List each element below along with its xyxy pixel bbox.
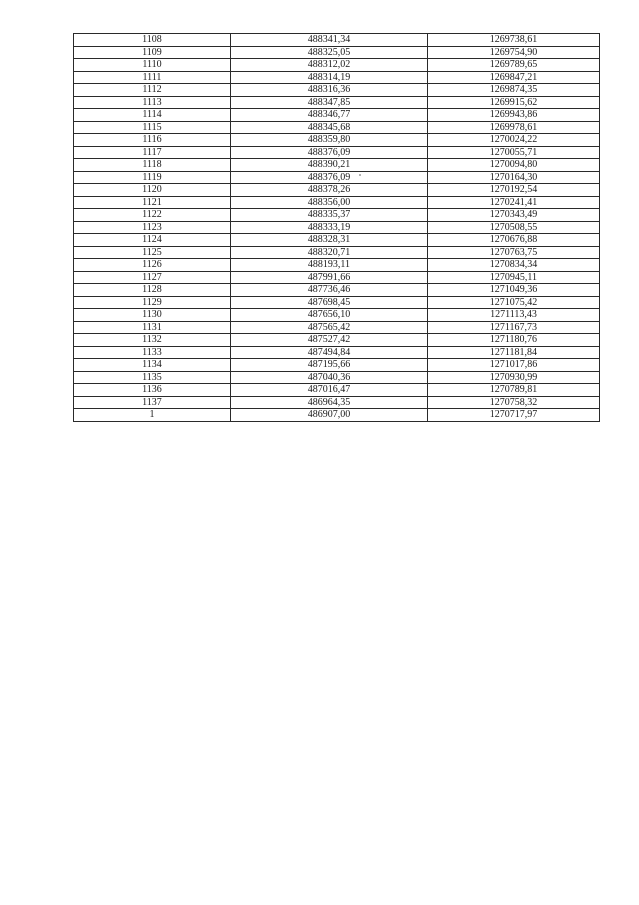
x-coordinate-cell: 488359,80 (231, 134, 428, 147)
table-row (74, 59, 600, 72)
point-number-cell: 1111 (74, 71, 231, 84)
table-row (74, 46, 600, 59)
table-row (74, 209, 600, 222)
point-number-cell: 1119 (74, 171, 231, 184)
table-row (74, 34, 600, 47)
table-row (74, 409, 600, 422)
x-coordinate-cell: 486964,35 (231, 396, 428, 409)
x-coordinate-cell: 488193,11 (231, 259, 428, 272)
y-coordinate-cell: 1270055,71 (428, 146, 600, 159)
point-number-cell: 1123 (74, 221, 231, 234)
y-coordinate-cell: 1270676,88 (428, 234, 600, 247)
y-coordinate-cell: 1270024,22 (428, 134, 600, 147)
x-coordinate-cell: 488328,31 (231, 234, 428, 247)
y-coordinate-cell: 1270343,49 (428, 209, 600, 222)
point-number-cell: 1134 (74, 359, 231, 372)
table-row (74, 171, 600, 184)
table-row (74, 134, 600, 147)
y-coordinate-cell: 1269915,62 (428, 96, 600, 109)
y-coordinate-cell: 1270717,97 (428, 409, 600, 422)
point-number-cell: 1116 (74, 134, 231, 147)
point-number-cell: 1136 (74, 384, 231, 397)
table-row (74, 371, 600, 384)
point-number-cell: 1124 (74, 234, 231, 247)
y-coordinate-cell: 1270192,54 (428, 184, 600, 197)
y-coordinate-cell: 1271167,73 (428, 321, 600, 334)
table-row (74, 259, 600, 272)
y-coordinate-cell: 1269789,65 (428, 59, 600, 72)
point-number-cell: 1113 (74, 96, 231, 109)
table-row (74, 296, 600, 309)
x-coordinate-cell: 488335,37 (231, 209, 428, 222)
coordinates-table (73, 33, 600, 422)
table-row (74, 246, 600, 259)
x-coordinate-cell: 487040,36 (231, 371, 428, 384)
y-coordinate-cell: 1271113,43 (428, 309, 600, 322)
y-coordinate-cell: 1271181,84 (428, 346, 600, 359)
y-coordinate-cell: 1269738,61 (428, 34, 600, 47)
point-number-cell: 1114 (74, 109, 231, 122)
y-coordinate-cell: 1271049,36 (428, 284, 600, 297)
x-coordinate-cell: 487698,45 (231, 296, 428, 309)
table-row (74, 146, 600, 159)
point-number-cell: 1133 (74, 346, 231, 359)
y-coordinate-cell: 1269754,90 (428, 46, 600, 59)
x-coordinate-cell: 488345,68 (231, 121, 428, 134)
y-coordinate-cell: 1269943,86 (428, 109, 600, 122)
x-coordinate-cell: 488390,21 (231, 159, 428, 172)
x-coordinate-cell: 488325,05 (231, 46, 428, 59)
y-coordinate-cell: 1270930,99 (428, 371, 600, 384)
coordinates-table-body (74, 34, 600, 422)
y-coordinate-cell: 1270094,80 (428, 159, 600, 172)
x-coordinate-cell: 487656,10 (231, 309, 428, 322)
table-row (74, 384, 600, 397)
y-coordinate-cell: 1269847,21 (428, 71, 600, 84)
point-number-cell: 1130 (74, 309, 231, 322)
y-coordinate-cell: 1270789,81 (428, 384, 600, 397)
x-coordinate-cell: 488346,77 (231, 109, 428, 122)
point-number-cell: 1127 (74, 271, 231, 284)
x-coordinate-cell: 488312,02 (231, 59, 428, 72)
x-coordinate-cell: 486907,00 (231, 409, 428, 422)
scan-speck (359, 174, 361, 176)
x-coordinate-cell: 487736,46 (231, 284, 428, 297)
x-coordinate-cell: 488316,36 (231, 84, 428, 97)
y-coordinate-cell: 1270241,41 (428, 196, 600, 209)
x-coordinate-cell: 487494,84 (231, 346, 428, 359)
y-coordinate-cell: 1270508,55 (428, 221, 600, 234)
y-coordinate-cell: 1269978,61 (428, 121, 600, 134)
point-number-cell: 1115 (74, 121, 231, 134)
y-coordinate-cell: 1270763,75 (428, 246, 600, 259)
table-row (74, 84, 600, 97)
table-row (74, 284, 600, 297)
table-row (74, 271, 600, 284)
point-number-cell: 1137 (74, 396, 231, 409)
table-row (74, 334, 600, 347)
point-number-cell: 1135 (74, 371, 231, 384)
point-number-cell: 1112 (74, 84, 231, 97)
point-number-cell: 1128 (74, 284, 231, 297)
table-row (74, 221, 600, 234)
point-number-cell: 1121 (74, 196, 231, 209)
table-row (74, 196, 600, 209)
x-coordinate-cell: 488333,19 (231, 221, 428, 234)
x-coordinate-cell: 487565,42 (231, 321, 428, 334)
x-coordinate-cell: 487016,47 (231, 384, 428, 397)
table-row (74, 346, 600, 359)
y-coordinate-cell: 1270834,34 (428, 259, 600, 272)
table-row (74, 359, 600, 372)
table-row (74, 321, 600, 334)
table-row (74, 71, 600, 84)
x-coordinate-cell: 488356,00 (231, 196, 428, 209)
y-coordinate-cell: 1271180,76 (428, 334, 600, 347)
point-number-cell: 1132 (74, 334, 231, 347)
point-number-cell: 1129 (74, 296, 231, 309)
x-coordinate-cell: 488347,85 (231, 96, 428, 109)
table-row (74, 184, 600, 197)
x-coordinate-cell: 488320,71 (231, 246, 428, 259)
point-number-cell: 1122 (74, 209, 231, 222)
table-row (74, 234, 600, 247)
table-row (74, 109, 600, 122)
point-number-cell: 1131 (74, 321, 231, 334)
x-coordinate-cell: 487991,66 (231, 271, 428, 284)
point-number-cell: 1120 (74, 184, 231, 197)
x-coordinate-cell: 488376,09 (231, 171, 428, 184)
y-coordinate-cell: 1270945,11 (428, 271, 600, 284)
point-number-cell: 1117 (74, 146, 231, 159)
x-coordinate-cell: 487195,66 (231, 359, 428, 372)
table-row (74, 159, 600, 172)
x-coordinate-cell: 488376,09 (231, 146, 428, 159)
x-coordinate-cell: 488341,34 (231, 34, 428, 47)
point-number-cell: 1118 (74, 159, 231, 172)
y-coordinate-cell: 1271017,86 (428, 359, 600, 372)
point-number-cell: 1110 (74, 59, 231, 72)
y-coordinate-cell: 1269874,35 (428, 84, 600, 97)
point-number-cell: 1109 (74, 46, 231, 59)
table-row (74, 309, 600, 322)
y-coordinate-cell: 1270758,32 (428, 396, 600, 409)
point-number-cell: 1 (74, 409, 231, 422)
point-number-cell: 1125 (74, 246, 231, 259)
table-row (74, 121, 600, 134)
y-coordinate-cell: 1270164,30 (428, 171, 600, 184)
x-coordinate-cell: 487527,42 (231, 334, 428, 347)
point-number-cell: 1108 (74, 34, 231, 47)
table-row (74, 96, 600, 109)
x-coordinate-cell: 488378,26 (231, 184, 428, 197)
y-coordinate-cell: 1271075,42 (428, 296, 600, 309)
x-coordinate-cell: 488314,19 (231, 71, 428, 84)
table-row (74, 396, 600, 409)
point-number-cell: 1126 (74, 259, 231, 272)
